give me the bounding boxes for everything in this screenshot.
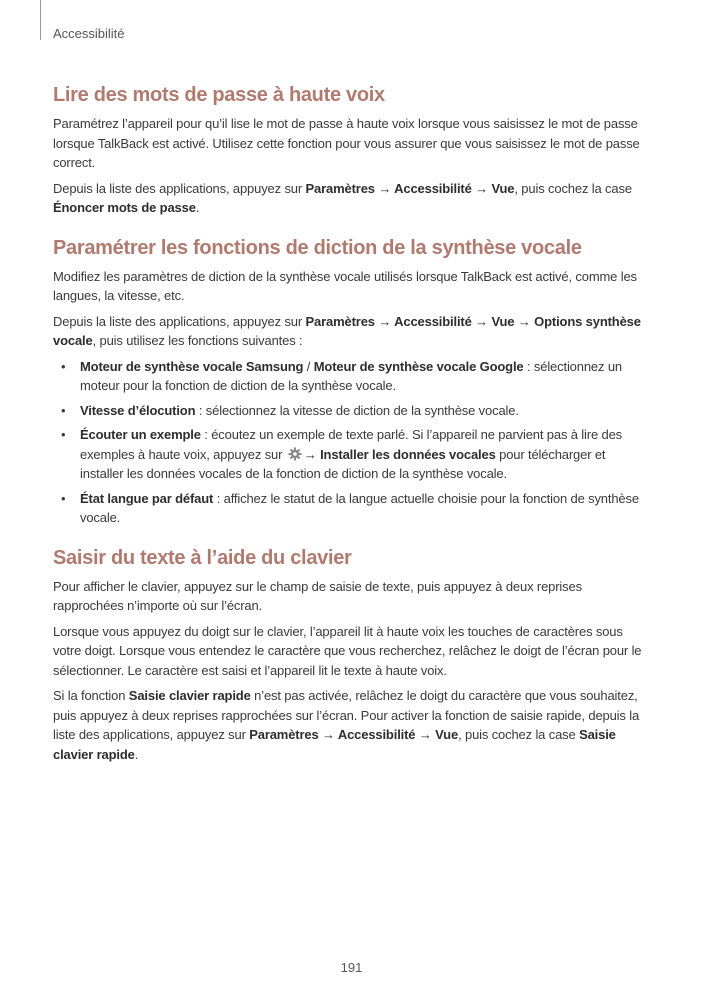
- bullet: •: [61, 402, 66, 418]
- feature-list: [53, 357, 651, 528]
- gear-icon: [288, 447, 302, 461]
- menu-path: Paramètres → Accessibilité → Vue: [249, 727, 459, 742]
- paragraph: Pour afficher le clavier, appuyez sur le champ de saisie de texte, puis appuyez à deux reprises rapprochées n’importe où sur l’écran.: [53, 578, 582, 613]
- paragraph: Paramétrez l’appareil pour qu’il lise le mot de passe à haute voix lorsque vous saisissez le mot de passe lorsque TalkBack est activé. Utilisez cette fonction pour vous assurer que vous saisissez le mot de passe correct.: [53, 116, 640, 170]
- description: : sélectionnez la vitesse de diction de la synthèse vocale.: [195, 402, 519, 418]
- term: Moteur de synthèse vocale Samsung: [80, 358, 304, 374]
- description: pour télécharger et installer les données vocales de la fonction de diction de la synthèse vocale.: [80, 446, 606, 481]
- bullet: •: [61, 490, 66, 506]
- section-keyboard-input: [53, 547, 651, 765]
- option-name: Saisie clavier rapide: [53, 727, 616, 762]
- description: : sélectionnez un moteur pour la fonction de diction de la synthèse vocale.: [80, 358, 622, 393]
- list-item: [53, 489, 651, 528]
- running-header: Accessibilité: [53, 26, 125, 41]
- text-run: .: [134, 746, 139, 762]
- arrow: →: [303, 446, 321, 462]
- paragraph: [53, 179, 651, 218]
- section-title: Saisir du texte à l’aide du clavier: [53, 546, 352, 569]
- paragraph: Lorsque vous appuyez du doigt sur le clavier, l’appareil lit à haute voix les touches de caractères sous votre doigt. Lorsque vous entendez le caractère que vous recherchez, relâchez le doigt de l’écran pour le sélectionner. Le caractère est saisi et l’appareil lit le texte à haute voix.: [53, 623, 642, 678]
- margin-rule: [40, 0, 41, 40]
- menu-path: Paramètres → Accessibilité → Vue → Options synthèse vocale: [53, 313, 641, 348]
- text-run: , puis utilisez les fonctions suivantes :: [92, 333, 303, 348]
- term: Vitesse d’élocution: [80, 402, 196, 418]
- bullet: •: [61, 358, 66, 374]
- text-run: n’est pas activée, relâchez le doigt du caractère que vous souhaitez, puis appuyez à deux reprises rapprochées sur l’écran. Pour activer la fonction de saisie rapide, depuis la liste des applications, appuyez sur: [53, 688, 640, 742]
- bullet: •: [61, 427, 66, 442]
- section-title: Lire des mots de passe à haute voix: [53, 84, 385, 106]
- term: Moteur de synthèse vocale Google: [313, 358, 524, 374]
- paragraph: Modifiez les paramètres de diction de la synthèse vocale utilisés lorsque TalkBack est activé, comme les langues, la vitesse, etc.: [53, 268, 637, 303]
- section-read-passwords: [53, 84, 651, 218]
- list-item: [53, 425, 651, 484]
- option-name: Énoncer mots de passe: [53, 200, 196, 215]
- section-title: Paramétrer les fonctions de diction de la synthèse vocale: [53, 236, 582, 259]
- text-run: .: [195, 200, 200, 215]
- page-content: [53, 84, 651, 770]
- text-run: , puis cochez la case: [458, 727, 580, 742]
- action-name: Installer les données vocales: [320, 446, 496, 462]
- text-run: Si la fonction: [53, 688, 129, 703]
- description: : écoutez un exemple de texte parlé. Si l’appareil ne parvient pas à lire des exemples à haute voix, appuyez sur: [80, 427, 623, 462]
- list-item: [53, 401, 651, 421]
- paragraph: [53, 312, 651, 351]
- menu-path: Paramètres → Accessibilité → Vue: [305, 180, 515, 196]
- text-run: Depuis la liste des applications, appuyez sur: [53, 313, 306, 329]
- term: État langue par défaut: [80, 490, 214, 506]
- list-item: [53, 357, 651, 396]
- text-run: Depuis la liste des applications, appuyez sur: [53, 180, 306, 196]
- separator: /: [303, 358, 314, 374]
- description: : affichez le statut de la langue actuelle choisie pour la fonction de synthèse vocale.: [80, 490, 639, 525]
- section-tts-settings: [53, 237, 651, 528]
- text-run: , puis cochez la case: [514, 180, 632, 196]
- option-name: Saisie clavier rapide: [128, 688, 251, 703]
- paragraph: [53, 686, 651, 764]
- page-number: 191: [340, 960, 363, 975]
- term: Écouter un exemple: [80, 427, 201, 442]
